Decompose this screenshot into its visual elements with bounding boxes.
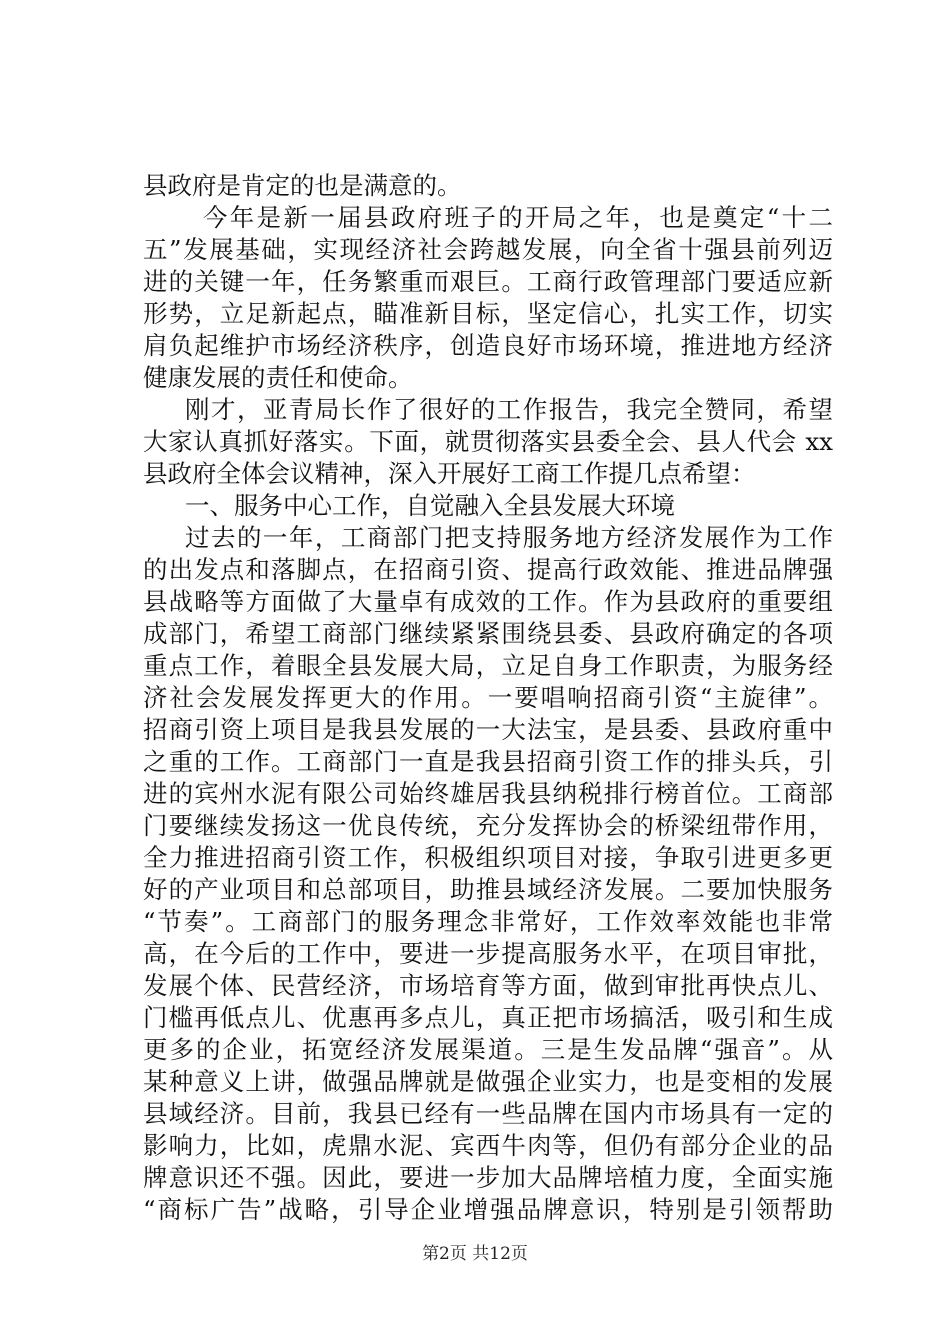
text-line: 肩负起维护市场经济秩序，创造良好市场环境，推进地方经济 bbox=[143, 331, 833, 360]
text-line: 的出发点和落脚点，在招商引资、提高行政效能、推进品牌强 bbox=[143, 555, 833, 584]
text-line: 全力推进招商引资工作，积极组织项目对接，争取引进更多更 bbox=[143, 843, 833, 872]
text-line: 大家认真抓好落实。下面，就贯彻落实县委全会、县人代会 xx bbox=[143, 427, 833, 456]
text-line: 刚才，亚青局长作了很好的工作报告，我完全赞同，希望 bbox=[185, 395, 833, 424]
text-line: 某种意义上讲，做强品牌就是做强企业实力，也是变相的发展 bbox=[143, 1067, 833, 1096]
text-line: 招商引资上项目是我县发展的一大法宝，是县委、县政府重中 bbox=[143, 715, 833, 744]
text-line: 之重的工作。工商部门一直是我县招商引资工作的排头兵，引 bbox=[143, 747, 833, 776]
text-line: 好的产业项目和总部项目，助推县域经济发展。二要加快服务 bbox=[143, 875, 833, 904]
text-line: 进的关键一年，任务繁重而艰巨。工商行政管理部门要适应新 bbox=[143, 267, 833, 296]
text-line: 县战略等方面做了大量卓有成效的工作。作为县政府的重要组 bbox=[143, 587, 833, 616]
section-heading: 一、服务中心工作，自觉融入全县发展大环境 bbox=[185, 491, 675, 520]
text-line: 五”发展基础，实现经济社会跨越发展，向全省十强县前列迈 bbox=[143, 235, 833, 264]
text-line: 成部门，希望工商部门继续紧紧围绕县委、县政府确定的各项 bbox=[143, 619, 833, 648]
page-footer: 第2页 共12页 bbox=[422, 1244, 528, 1264]
text-line: 发展个体、民营经济，市场培育等方面，做到审批再快点儿、 bbox=[143, 971, 833, 1000]
text-line: “节奏”。工商部门的服务理念非常好，工作效率效能也非常 bbox=[143, 907, 833, 936]
text-line: 影响力，比如，虎鼎水泥、宾西牛肉等，但仍有部分企业的品 bbox=[143, 1131, 833, 1160]
text-line: 门槛再低点儿、优惠再多点儿，真正把市场搞活，吸引和生成 bbox=[143, 1003, 833, 1032]
text-line: 县政府全体会议精神，深入开展好工商工作提几点希望： bbox=[143, 459, 756, 488]
text-line: 济社会发展发挥更大的作用。一要唱响招商引资“主旋律”。 bbox=[143, 683, 833, 712]
text-line: 门要继续发扬这一优良传统，充分发挥协会的桥梁纽带作用， bbox=[143, 811, 833, 840]
text-line: 重点工作，着眼全县发展大局，立足自身工作职责，为服务经 bbox=[143, 651, 833, 680]
text-line: 高，在今后的工作中，要进一步提高服务水平，在项目审批， bbox=[143, 939, 833, 968]
text-line: 健康发展的责任和使命。 bbox=[143, 363, 413, 392]
text-line: 牌意识还不强。因此，要进一步加大品牌培植力度，全面实施 bbox=[143, 1163, 833, 1192]
text-line: 县政府是肯定的也是满意的。 bbox=[143, 171, 462, 200]
text-line: 形势，立足新起点，瞄准新目标，坚定信心，扎实工作，切实 bbox=[143, 299, 833, 328]
text-line: 过去的一年，工商部门把支持服务地方经济发展作为工作 bbox=[185, 523, 833, 552]
text-line: 今年是新一届县政府班子的开局之年，也是奠定“十二 bbox=[176, 203, 833, 232]
text-line: 更多的企业，拓宽经济发展渠道。三是生发品牌“强音”。从 bbox=[143, 1035, 833, 1064]
text-line: 县域经济。目前，我县已经有一些品牌在国内市场具有一定的 bbox=[143, 1099, 833, 1128]
text-line: “商标广告”战略，引导企业增强品牌意识，特别是引领帮助 bbox=[143, 1195, 833, 1224]
text-line: 进的宾州水泥有限公司始终雄居我县纳税排行榜首位。工商部 bbox=[143, 779, 833, 808]
